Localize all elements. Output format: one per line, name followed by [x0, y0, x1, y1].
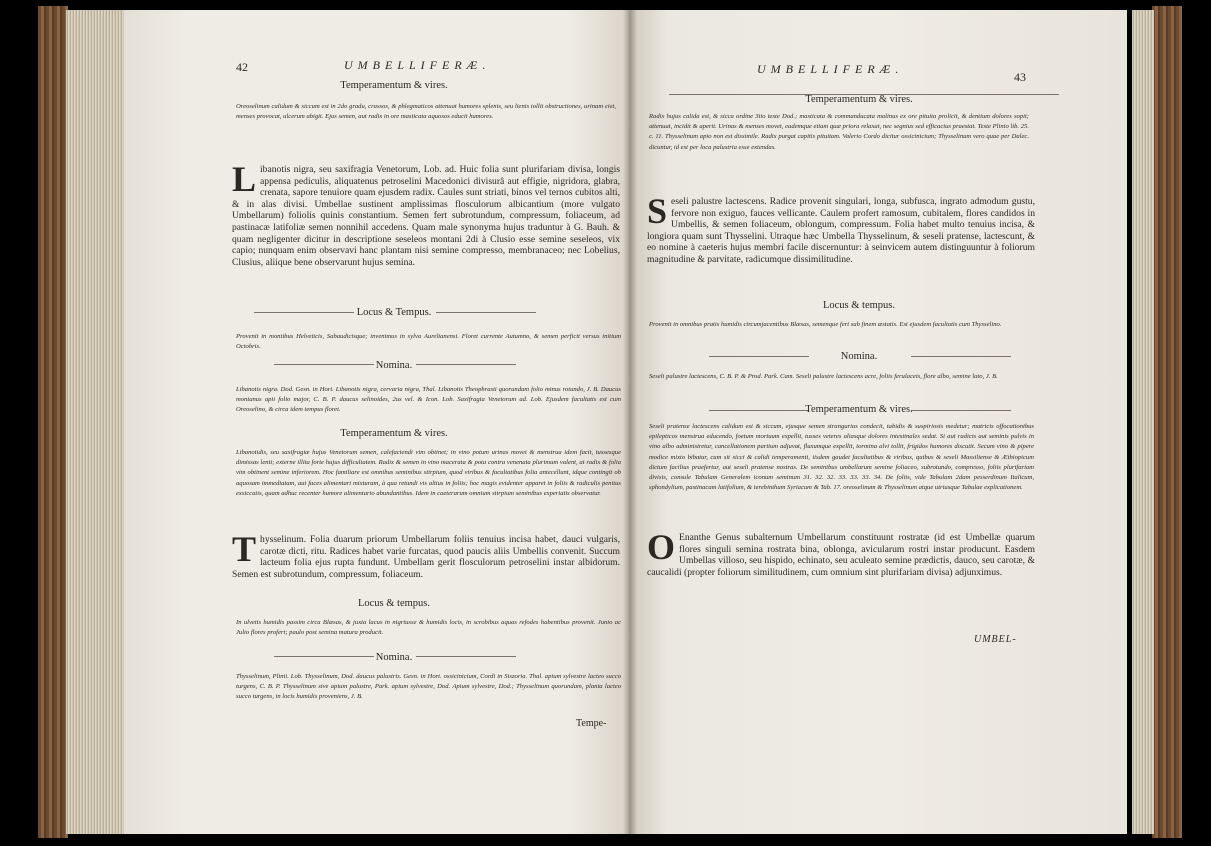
drop-cap: T [232, 529, 257, 569]
divider [416, 656, 516, 657]
left-page [124, 10, 629, 834]
section-heading: Nomina. [375, 360, 413, 371]
paragraph-seseli [647, 191, 1035, 266]
section-heading: Locus & Tempus. [356, 307, 432, 318]
paragraph: Provenit in montibus Helveticis, Sabaudicisque; invenimus in sylva Aurelianensi. Floret currente Autumno, & semen perficit versus initium Octobris. [236, 333, 621, 351]
paragraph: Seseli palustre lactescens, C. B. P. & Prod. Park. Cam. Seseli palustre lactescens acre, foliis ferulaceis, flore albo, semine lato, J. B. [649, 373, 998, 380]
page-number: 43 [1014, 70, 1026, 84]
section-heading: Nomina. [375, 652, 413, 663]
paragraph-text: eseli palustre lactescens. Radice provenit singulari, longa, subfusca, ingrato admodum gustu, fervore non exiguo, fauces vellicante. Caulem profert ramosum, cubitalem, flores candidos in Umbellis, & semen foliaceum, oblongum, compressum. Folia habet multo tenuius incisa, & longiora quam sunt Thysselini. Utraque hæc Umbella Thysselinum, & seseli pratense, lactescunt, & eo nomine à caeteris hujus membri facile discernuntur: à seinvicem autem distinguuntur à foliorum magnitudine & parvitate, radicumque dissimilitudine. [647, 196, 1035, 265]
drop-cap: S [647, 191, 668, 231]
page-edges-left [66, 10, 126, 834]
paragraph: Libanotis nigra. Dod. Gesn. in Hort. Libanotis nigra, cervaria nigra, Thal. Libanotis Theophrasti quorundam folio minus rotundo, J. B. Daucus montanus apii folio major, C. B. P. daucus selinoides, 2us vel. & Icon. Lob. Saxifragia Venetorum ad. Lob. Ejusdem facultatis est cum Oreoselino, & circa idem tempus floret. [236, 386, 621, 414]
paragraph: Provenit in omnibus pratis humidis circumjacentibus Blæsas, semenque fert sub finem æstatis. Est ejusdem facultatis cum Thysselino. [649, 321, 1002, 328]
section-heading: Temperamentum & vires. [805, 404, 913, 415]
book-cover-left [38, 6, 68, 838]
section-heading: Temperamentum & vires. [805, 94, 913, 105]
drop-cap: O [647, 527, 676, 567]
divider [436, 312, 536, 313]
paragraph-text: Enanthe Genus subalternum Umbellarum constituunt rostratæ (id est Umbellæ quarum flores singuli semina rostrata bina, oblonga, avicularum rostri instar producunt. Easdem Umbellas villoso, seu hispido, echinato, seu aculeato semine prædictis, dauco, seu carotæ, & caucalidi (propter foliorum similitudinem, cum omnium sint plurifariam divisa) adjunximus. [647, 532, 1035, 578]
paragraph-oenanthe [647, 527, 1035, 578]
right-page [629, 10, 1127, 834]
divider [416, 364, 516, 365]
paragraph-thysselinum [232, 529, 620, 580]
section-heading: Temperamentum & vires. [340, 428, 448, 439]
section-heading: Locus & tempus. [822, 300, 896, 311]
page-edges-right [1132, 10, 1154, 834]
catchword: UMBEL- [974, 634, 1017, 645]
paragraph: Thysselinum, Plinii. Lob. Thysselinum, Dod. daucus palustris. Gesn. in Hort. ossicinicium, Cordi in Siszoria. Thal. apium sylvestre lacteo succo turgens, C. B. P. Thysselinum sive apium palustre, Park. apium sylvestre, Dod. Apium sylvestre, Dod.; Thysselinum quorundam, planta lacteo succo turgens, in locis humidis proveniens, J. B. [236, 673, 621, 701]
paragraph: Radix hujus calida est, & sicca ordine 3tio teste Dod.; masticata & commanducata malinus ex ore pituita prolicit, & dentium dolores sopit; attenuat, incidit & aperit. Urinas & menses movet, eademque etiam quæ priora relaxat, nec segnius sed efficacius praestat. Teste Plinio lib. 25. c. 11. Thysselinum apio non est dissimile. Radix purgat capitis pituitam. Valerio Cordo dicitur ossicinicium; Thysselinum vero quae per Dalec. dicuntur, id est per loca palustria esse extendas. [649, 113, 1029, 151]
paragraph-text: hysselinum. Folia duarum priorum Umbellarum foliis tenuius incisa habet, dauci vulgaris, carotæ dicti, ritu. Radices habet varie furcatas, quod paucis aliis Umbellis convenit. Succum lacteum folia ejus rupta fundunt. Umbellam gerit flosculorum petroselini instar albidorum. Semen est subrotundum, compressum, foliaceum. [232, 534, 620, 580]
paragraph: Libanotidis, seu saxifragiæ hujus Venetorum semen, calefaciendi vim obtinet; in vino potum urinas movet & menstrua idem facit, tussesque dimissas lenit; externe illita forte hujus difficultatem. Radix & semen in vino macerata & pota contra venenata plurimum valent, at radix & folia vim obtinent semine inferiorem. Hoc familiare est omnibus seminibus stirpium, quod viribus & facultatibus folia antecellunt, idque contingit ob aquosam immediatam, aut faces alimentari mixturam, à qua retundi vis altius in foliis; hoc magis evidenter apparet in foliis & radiculis penitus exsiccatis, quam adhuc recenter humore alimentario abundantibus. Idem in caeterarum omnium stirpium seminibus experiatis observatur. [236, 449, 621, 497]
paragraph-text: ibanotis nigra, seu saxifragia Venetorum, Lob. ad. Huic folia sunt plurifariam divisa, longis appensa pediculis, aliquatenus petroselini Macedonici divisurâ aut effigie, nigridora, glabra, crenata, sapore tenuiore quam ejusdem radix. Caules sunt striati, binos vel ternos cubitos alti, & in alas divisi. Umbellae sustinent amplissimas flosculorum albicantium (more vulgato Umbellarum) foliolis quinis constantium. Semen fert subrotundum, compressum, foliaceum, ad pastinacæ latifoliæ semen nonnihil accedens. Quam male synonyma hujus traduntur à G. Bauh. & quam negligenter dicitur in descriptione seseleos montani 2di à Clusio esse semine seseleos, vix capio; nunquam enim observavi hanc plantam nisi semine compresso, membranaceo; nec Lobelius, Clusius, aliique bene observarunt hujus semina. [232, 164, 620, 268]
running-head: UMBELLIFERÆ. [757, 62, 904, 76]
running-head: UMBELLIFERÆ. [344, 58, 491, 72]
book-gutter [623, 10, 637, 834]
paragraph: Seseli pratense lactescens calidum est & siccum, ejusque semen strangurias condecit, tabidis & suspiriosis medetur; matricis offocationibus epilepticos menstrua educendo, foetum mortuum expellit, tusses veteres aliasque dolores intestinales sedat. Si aut radicis aut seminis pulvis in vino albo administretur, cancellationem partium adjuvat, fluxumque expellit, tormina alvi tollit, frigidos humores discutit. Secum vino & pipere modice mixto bibatur, cum sit sicci & calidi temperamenti, iisdem gaudet facultatibus & viribus, quibus & seseli Massiliense & Æthiopicum dictum facilius praefertur, aut seseli pratense nostras. De seminibus umbellarum semine foliaceo, subrotundo, compresso, foliis plurifariam divisis, consule Tabulam Generalem iconum seminum 31. 32. 32. 33. 33. 33. 34. De foliis, vide Tabulam 2dam pesserdinum Italicum, sphondylium, pastinacam latifolium, & terebinthum Syriacum & Tab. 17. oreoselinum & Thysselinum atque utriusque Tabulae explicationem. [649, 423, 1034, 492]
catchword: Tempe- [576, 718, 607, 729]
book-cover-right [1152, 6, 1182, 838]
section-heading: Nomina. [840, 351, 878, 362]
section-heading: Locus & tempus. [357, 598, 431, 609]
paragraph-libanotis [232, 159, 620, 268]
paragraph: In ulvetis humidis passim circa Blæsas, & juxta lacus in nigriusse & humidis locis, in scrobibus aquas refodes habentibus provenit. Junio ac Julio flores profert; paulo post semina matura producit. [236, 619, 621, 637]
open-book [38, 6, 1182, 838]
divider [911, 356, 1011, 357]
page-number: 42 [236, 60, 248, 74]
paragraph: Oreoselinum calidum & siccum est in 2do gradu, crassos, & phlegmaticos attenuat humores splenis, seu lienis tollit obstructiones, urinam ciet, menses provocat, ulcerum abigit. Ejus semen, aut radix in ore masticata aquosos educit humores. [236, 103, 616, 121]
section-heading: Temperamentum & vires. [340, 80, 448, 91]
drop-cap: L [232, 159, 257, 199]
divider [911, 410, 1011, 411]
